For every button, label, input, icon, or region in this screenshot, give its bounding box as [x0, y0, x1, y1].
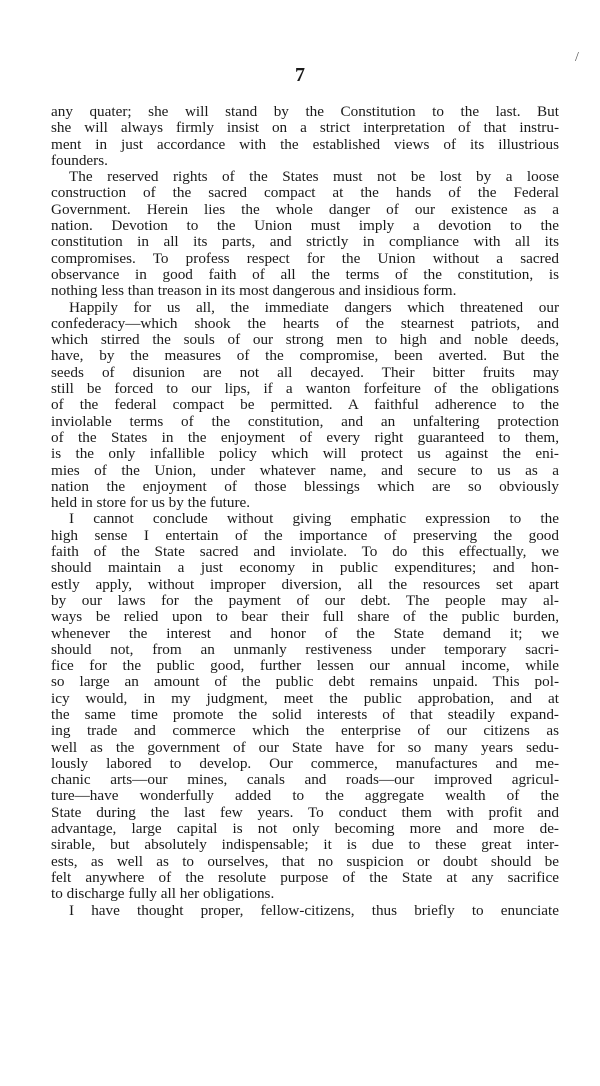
page-number: 7 [295, 64, 305, 86]
text-line: nation the enjoyment of those blessings which are so obviously [51, 477, 559, 495]
text-line: whenever the interest and honor of the State demand it; we [51, 624, 559, 642]
corner-mark: / [575, 50, 579, 65]
text-line: Government. Herein lies the whole danger of our existence as a [51, 200, 559, 218]
text-line: The reserved rights of the States must not be lost by a loose [69, 168, 559, 186]
text-line: State during the last few years. To conduct them with profit and [51, 803, 559, 821]
text-line: mies of the Union, under whatever name, and secure to us as a [51, 461, 559, 479]
text-line: construction of the sacred compact at the hands of the Federal [51, 184, 559, 202]
text-line: should not, from an unmanly restiveness under temporary sacri- [51, 640, 559, 658]
text-line: ests, as well as to ourselves, that no suspicion or doubt should be [51, 852, 559, 870]
text-line: constitution in all its parts, and strictly in compliance with all its [51, 233, 559, 251]
text-line: lously labored to develop. Our commerce, manufactures and me- [51, 754, 559, 772]
text-line: ture—have wonderfully added to the aggregate wealth of the [51, 787, 559, 805]
text-line: chanic arts—our mines, canals and roads—our improved agricul- [51, 771, 559, 789]
text-line: is the only infallible policy which will protect us against the eni- [51, 445, 559, 463]
text-line: still be forced to our lips, if a wanton forfeiture of the obligations [51, 380, 559, 398]
paragraph [51, 511, 559, 902]
text-line: the same time promote the solid interests of that steadily expand- [51, 705, 559, 723]
text-line: I have thought proper, fellow-citizens, thus briefly to enunciate [69, 901, 559, 919]
text-line: any quater; she will stand by the Constitution to the last. But [51, 103, 559, 120]
text-line: high sense I entertain of the importance of preserving the good [51, 526, 559, 544]
text-line: to discharge fully all her obligations. [51, 885, 275, 903]
text-line: should maintain a just economy in public expenditures; and hon- [51, 559, 559, 577]
text-line: estly apply, without improper diversion, all the resources set apart [51, 575, 559, 593]
text-line: have, by the measures of the compromise, been averted. But the [51, 347, 559, 365]
text-line: I cannot conclude without giving emphatic expression to the [69, 510, 559, 528]
text-line: so large an amount of the public debt remains unpaid. This pol- [51, 673, 559, 691]
text-line: by our laws for the payment of our debt. The people may al- [51, 591, 559, 609]
paragraph [51, 300, 559, 512]
text-line: founders. [51, 151, 108, 169]
text-line: compromises. To profess respect for the Union without a sacred [51, 249, 559, 267]
text-line: icy would, in my judgment, meet the public approbation, and at [51, 689, 559, 707]
text-line: ing trade and commerce which the enterprise of our citizens as [51, 722, 559, 740]
text-line: faith of the State sacred and inviolate. To do this effectually, we [51, 543, 559, 561]
paragraph [51, 104, 559, 169]
text-line: of the federal compact be permitted. A faithful adherence to the [51, 396, 559, 414]
text-line: felt anywhere of the resolute purpose of the State at any sacrifice [51, 868, 559, 886]
text-line: ment in just accordance with the established views of its illustrious [51, 135, 559, 153]
text-line: ways be relied upon to bear their full share of the public burden, [51, 608, 559, 626]
text-line: inviolable terms of the constitution, and an unfaltering protection [51, 412, 559, 430]
text-line: held in store for us by the future. [51, 494, 251, 512]
text-line: confederacy—which shook the hearts of the stearnest patriots, and [51, 314, 559, 332]
body-text [51, 104, 559, 919]
text-line: she will always firmly insist on a strict interpretation of that instru- [51, 119, 559, 137]
text-line: Happily for us all, the immediate dangers which threatened our [69, 298, 559, 316]
paragraph [51, 903, 559, 919]
text-line: nation. Devotion to the Union must imply a devotion to the [51, 217, 559, 235]
text-line: well as the government of our State have for so many years sedu- [51, 738, 559, 756]
text-line: of the States in the enjoyment of every right guaranteed to them, [51, 428, 559, 446]
text-line: nothing less than treason in its most dangerous and insidious form. [51, 282, 457, 300]
text-line: which stirred the souls of our strong men to high and noble deeds, [51, 331, 559, 349]
text-line: fice for the public good, further lessen our annual income, while [51, 657, 559, 675]
text-line: observance in good faith of all the terms of the constitution, is [51, 265, 559, 283]
paragraph [51, 169, 559, 299]
text-line: sirable, but absolutely indispensable; it is due to these great inter- [51, 836, 559, 854]
text-line: seeds of disunion are not all decayed. Their bitter fruits may [51, 363, 559, 381]
text-line: advantage, large capital is not only becoming more and more de- [51, 820, 559, 838]
